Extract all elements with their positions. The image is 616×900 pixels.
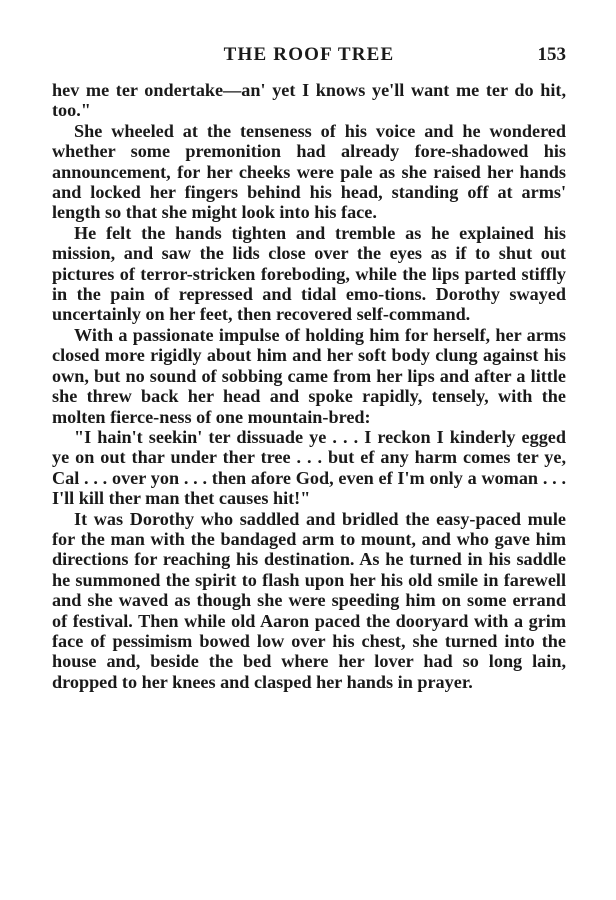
running-title: THE ROOF TREE — [223, 44, 395, 65]
paragraph-continuation: hev me ter ondertake—an' yet I knows ye'll want me ter do hit, too." — [52, 80, 566, 121]
paragraph-dialogue: "I hain't seekin' ter dissuade ye . . . I reckon I kinderly egged ye on out thar under ther tree . . . but ef any harm comes ter ye, Cal . . . over yon . . . then afore God, even ef I'm only a woman . . . I'll kill ther man thet causes hit!" — [52, 426, 566, 509]
page-number: 153 — [537, 44, 566, 65]
body-text — [52, 80, 566, 692]
paragraph: He felt the hands tighten and tremble as he explained his mission, and saw the lids close over the eyes as if to shut out pictures of terror-stricken foreboding, while the lips parted stiffly in the pain of repressed and tidal emo-tions. Dorothy swayed uncertainly on her feet, then recovered self-command. — [52, 222, 566, 325]
book-page — [52, 44, 566, 692]
paragraph: With a passionate impulse of holding him for herself, her arms closed more rigidly about him and her soft body clung against his own, but no sound of sobbing came from her lips and after a little she threw back her head and spoke rapidly, tensely, with the molten fierce-ness of one mountain-bred: — [52, 324, 566, 427]
page-header — [52, 44, 566, 72]
paragraph: She wheeled at the tenseness of his voice and he wondered whether some premonition had already fore-shadowed his announcement, for her cheeks were pale as she raised her hands and locked her fingers behind his head, standing off at arms' length so that she might look into his face. — [52, 120, 566, 223]
paragraph: It was Dorothy who saddled and bridled the easy-paced mule for the man with the bandaged arm to mount, and who gave him directions for reaching his destination. As he turned in his saddle he summoned the spirit to flash upon her his old smile in farewell and she waved as though she were speeding him on some errand of festival. Then while old Aaron paced the dooryard with a grim face of pessimism bowed low over his chest, she turned into the house and, beside the bed where her lover had so long lain, dropped to her knees and clasped her hands in prayer. — [52, 508, 566, 692]
